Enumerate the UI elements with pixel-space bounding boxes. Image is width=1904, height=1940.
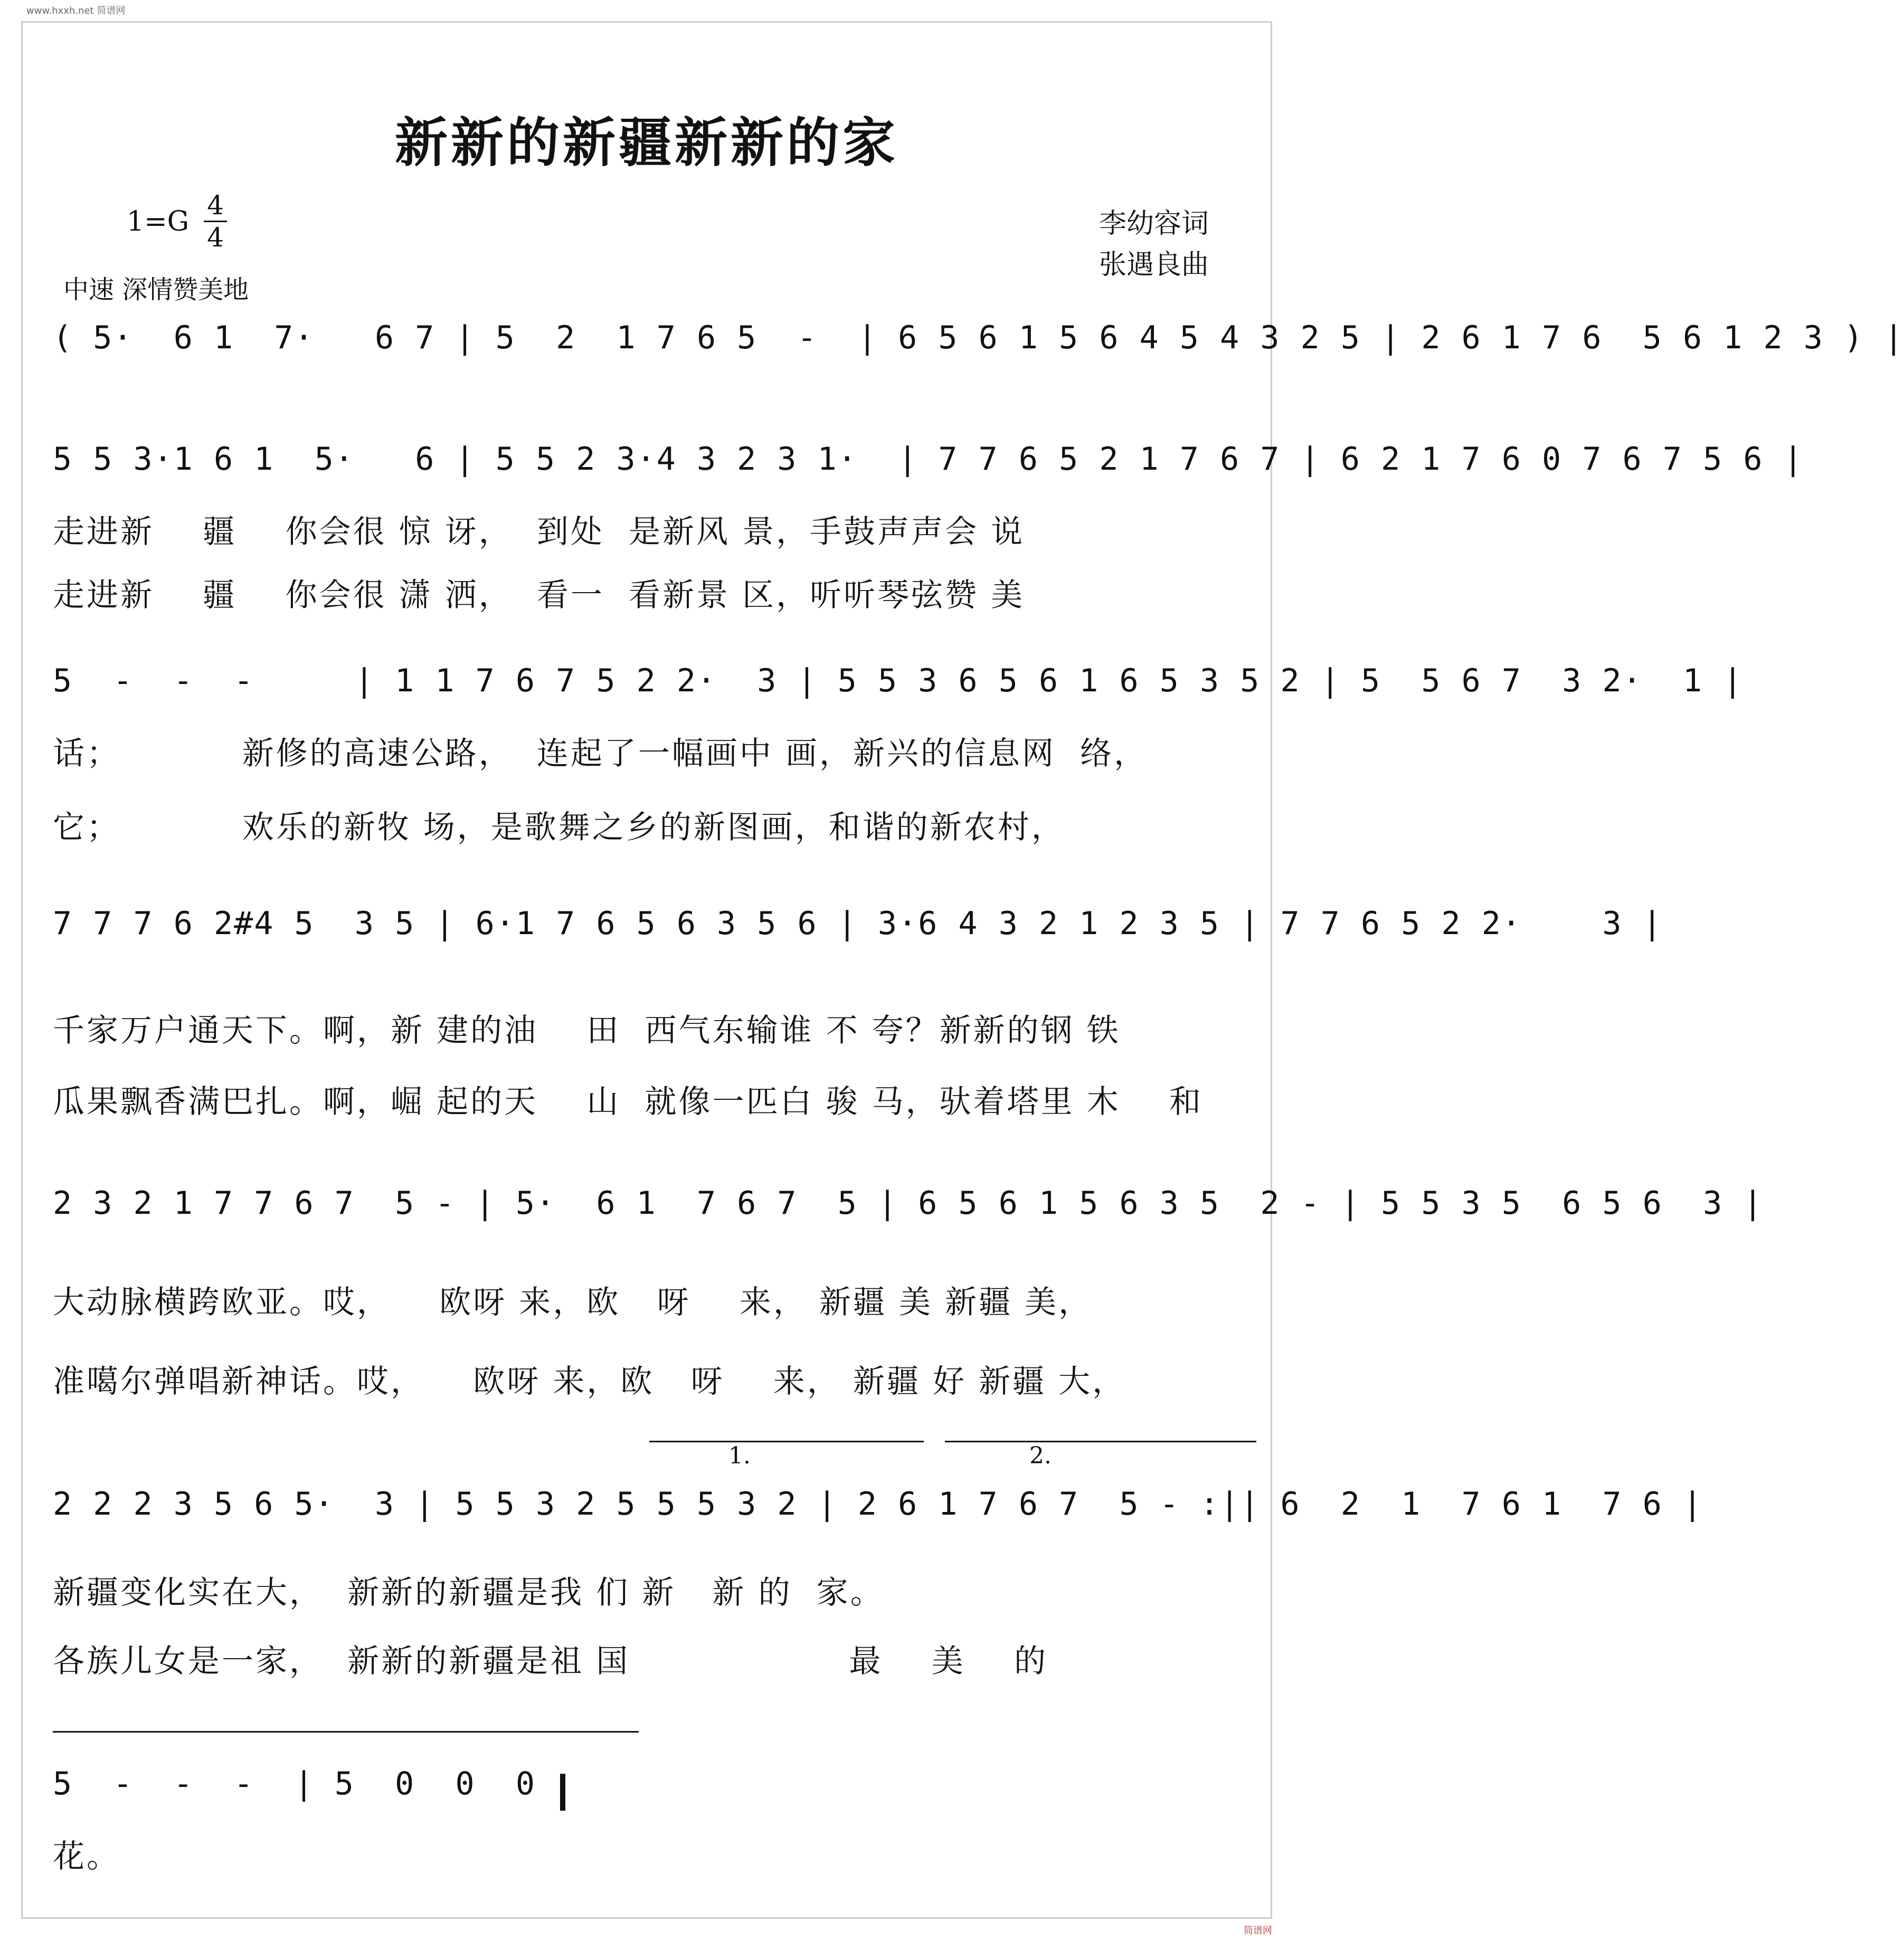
lyricist: 李幼容词: [1098, 208, 1209, 240]
lyric-line: 新疆变化实在大， 新新的新疆是我 们 新 新 的 家。: [53, 1574, 884, 1611]
time-bottom: 4: [207, 222, 224, 253]
notation-system-1: ( 5· 6 1 7· 6 7 | 5 2 1 7 6 5 - | 6 5 6 1 5 6 4 5 4 3 2 5 | 2 6 1 7 6 5 6 1 2 3 ) |: [53, 319, 1904, 356]
site-watermark-bottom: 简谱网: [1244, 1925, 1272, 1936]
volta-bracket: [53, 1731, 639, 1733]
lyric-line: 话； 新修的高速公路， 连起了一幅画中 画，新兴的信息网 络，: [53, 735, 1148, 772]
notation-system-2: 5 5 3·1 6 1 5· 6 | 5 5 2 3·4 3 2 3 1· | 7 7 6 5 2 1 7 6 7 | 6 2 1 7 6 0 7 6 7 5 6 |: [53, 441, 1804, 478]
lyric-line: 大动脉横跨欧亚。哎， 欧呀 来，欧 呀 来， 新疆 美 新疆 美，: [53, 1284, 1093, 1321]
notation-system-5: 2 3 2 1 7 7 6 7 5 - | 5· 6 1 7 6 7 5 | 6 5 6 1 5 6 3 5 2 - | 5 5 3 5 6 5 6 3 |: [53, 1185, 1764, 1222]
tempo-marking: 中速 深情赞美地: [63, 275, 249, 305]
lyric-line: 走进新 疆 你会很 惊 讶， 到处 是新风 景，手鼓声声会 说: [53, 513, 1025, 550]
composer: 张遇良曲: [1098, 249, 1209, 281]
final-notes: 5 - - - | 5 0 0 0: [53, 1765, 556, 1802]
lyric-line: 走进新 疆 你会很 潇 洒， 看一 看新景 区，听听琴弦赞 美: [53, 577, 1025, 614]
key-signature: [127, 190, 227, 253]
page-frame: [21, 21, 1904, 1919]
site-watermark: www.hxxh.net 简谱网: [26, 5, 126, 16]
notation-system-7: [53, 1763, 1251, 1811]
notation-system-6: 2 2 2 3 5 6 5· 3 | 5 5 3 2 5 5 5 3 2 | 2 6 1 7 6 7 5 - :|| 6 2 1 7 6 1 7 6 |: [53, 1486, 1703, 1523]
lyric-line: 它； 欢乐的新牧 场，是歌舞之乡的新图画，和谐的新农村，: [53, 809, 1065, 846]
lyric-line: 准噶尔弹唱新神话。哎， 欧呀 来，欧 呀 来， 新疆 好 新疆 大，: [53, 1363, 1126, 1400]
volta-second-ending: [945, 1441, 1256, 1469]
volta-second-label: 2.: [1029, 1442, 1052, 1469]
notation-system-3: 5 - - - | 1 1 7 6 7 5 2 2· 3 | 5 5 3 6 5 6 1 6 5 3 5 2 | 5 5 6 7 3 2· 1 |: [53, 662, 1744, 699]
volta-first-label: 1.: [728, 1442, 751, 1469]
credits: [1099, 203, 1209, 286]
notation-system-4: 7 7 7 6 2#4 5 3 5 | 6·1 7 6 5 6 3 5 6 | 3·6 4 3 2 1 2 3 5 | 7 7 6 5 2 2· 3 |: [53, 905, 1663, 942]
lyric-line: 花。: [53, 1838, 120, 1875]
time-top: 4: [207, 190, 224, 221]
time-signature: [204, 190, 227, 253]
final-barline: [560, 1774, 565, 1811]
lyric-line: 各族儿女是一家， 新新的新疆是祖 国 最 美 的: [53, 1643, 1048, 1680]
volta-first-ending: [649, 1441, 924, 1469]
lyric-line: 千家万户通天下。啊，新 建的油 田 西气东输谁 不 夸？新新的钢 铁: [53, 1012, 1121, 1049]
page-title: 新新的新疆新新的家: [395, 111, 898, 174]
lyric-line: 瓜果飘香满巴扎。啊，崛 起的天 山 就像一匹白 骏 马，驮着塔里 木 和: [53, 1083, 1204, 1120]
key-label: 1=G: [127, 205, 190, 237]
